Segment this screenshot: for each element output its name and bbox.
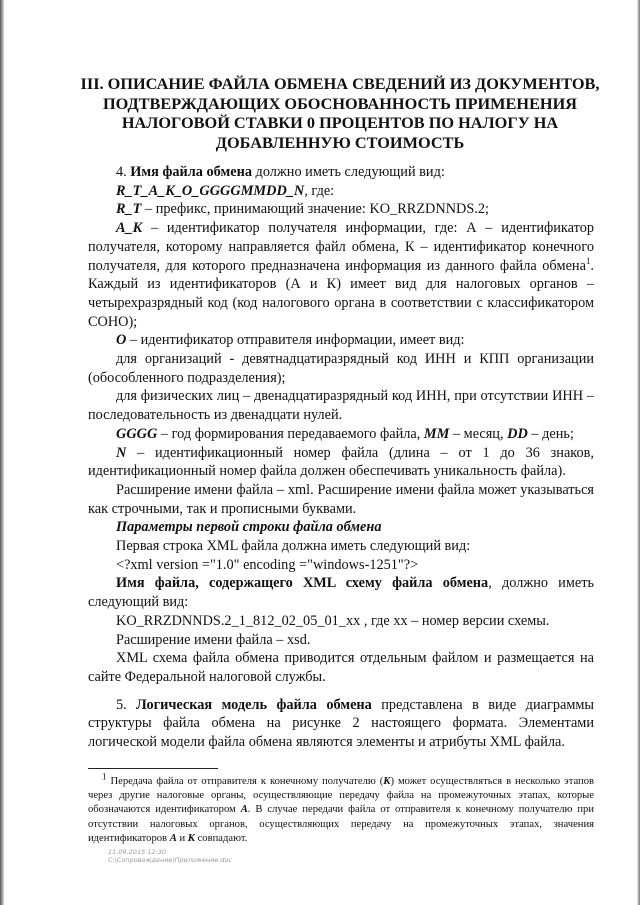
- stamp-path: С:\Сопровождение\Приложение.doc: [108, 856, 233, 864]
- schema-file-name: [88, 574, 594, 611]
- pattern-code: R_T_A_K_O_GGGGMMDD_N: [116, 182, 305, 199]
- footnote-part: и: [176, 832, 188, 844]
- rt-text: – префикс, принимающий значение: KO_RRZDNNDS.2;: [141, 201, 490, 218]
- document-body: [88, 163, 594, 752]
- print-stamp: [108, 848, 308, 864]
- term-file-name: Имя файла обмена: [130, 164, 252, 180]
- section-title: III. ОПИСАНИЕ ФАЙЛА ОБМЕНА СВЕДЕНИЙ ИЗ ДОКУМЕНТОВ, ПОДТВЕРЖДАЮЩИХ ОБОСНОВАННОСТЬ ПРИМЕНЕНИЯ НАЛОГОВОЙ СТАВКИ 0 ПРОЦЕНТОВ ПО НАЛОГУ НА ДОБАВЛЕННУЮ СТОИМОСТЬ: [80, 74, 600, 152]
- schema-text: , должно иметь следующий вид:: [88, 575, 594, 611]
- schema-name-value: KO_RRZDNNDS.2_1_812_02_05_01_xx , где хх – номер версии схемы.: [116, 612, 550, 629]
- paragraph-4-intro: [88, 163, 594, 182]
- o-definition: [88, 331, 594, 350]
- paragraph-number: 5.: [116, 696, 137, 713]
- schema-extension: Расширение имени файла – xsd.: [116, 631, 311, 648]
- xml-declaration: <?xml version ="1.0" encoding ="windows-1251"?>: [116, 556, 419, 573]
- mm-text: – месяц,: [449, 425, 508, 442]
- n-definition: [88, 444, 594, 481]
- term-rt: R_T: [116, 201, 142, 218]
- term-o: O: [116, 332, 127, 349]
- footnote-text: [88, 771, 594, 846]
- pattern-tail: , где:: [304, 182, 335, 199]
- footnote-reference[interactable]: 1: [585, 255, 591, 266]
- gggg-text: – год формирования передаваемого файла,: [157, 425, 424, 442]
- paragraph-5-text: представлена в виде диаграммы структуры файла обмена на рисунке 2 настоящего формата. Элементами логической модели файла обмена являются элементы и атрибуты XML файла.: [88, 696, 595, 751]
- schema-site: XML схема файла обмена приводится отдельным файлом и размещается на сайте Федеральной налоговой службы.: [88, 650, 594, 685]
- term-dd: DD: [507, 425, 528, 442]
- ak-text-continued: . Каждый из идентификаторов (А и К) имеет вид для налоговых органов – четырехразрядный код (код налогового органа в соответствии с классификатором СОНО);: [88, 257, 594, 330]
- first-line-text: Первая строка XML файла должна иметь следующий вид:: [116, 538, 471, 555]
- term-mm: MM: [423, 425, 450, 442]
- o-text: – идентификатор отправителя информации, имеет вид:: [126, 332, 465, 349]
- footnote: [88, 771, 594, 846]
- extension-rule: Расширение имени файла – xml. Расширение имени файла может указываться как строчными, так и прописными буквами.: [88, 481, 594, 517]
- paragraph-5: [88, 696, 594, 752]
- rt-definition: [88, 200, 594, 219]
- footnote-mark: 1: [102, 771, 107, 782]
- ak-definition: [88, 219, 594, 331]
- file-name-pattern: [88, 182, 594, 201]
- footnote-part: совпадают.: [194, 832, 248, 844]
- footnote-part: ) может осуществляться в несколько этапов через другие налоговые органы, осуществляющие передачу файла на промежуточных этапах, которые обозначаются идентификатором: [88, 776, 594, 816]
- footnote-a: А: [240, 804, 248, 816]
- dd-text: – день;: [527, 425, 574, 442]
- organization-code: для организаций - девятнадцатиразрядный код ИНН и КПП организации (обособленного подразделения);: [88, 351, 594, 386]
- footnote-part: Передача файла от отправителя к конечному получателю (: [106, 776, 384, 787]
- n-text: – идентификационный номер файла (длина – от 1 до 36 знаков, идентификационный номер файла должен обеспечивать уникальность файла).: [88, 444, 594, 480]
- footnote-k: К: [383, 776, 391, 787]
- footnote-separator: [88, 768, 218, 769]
- term-gggg: GGGG: [116, 425, 158, 442]
- footnote-a: А: [169, 832, 177, 844]
- term-schema: Имя файла, содержащего XML схему файла обмена: [116, 575, 489, 592]
- term-n: N: [116, 444, 127, 461]
- paragraph-text: должно иметь следующий вид:: [251, 164, 445, 180]
- stamp-date: 11.09.2015 12:30: [108, 848, 167, 856]
- term-logical-model: Логическая модель файла обмена: [136, 696, 372, 713]
- individual-code: для физических лиц – двенадцатиразрядный код ИНН, при отсутствии ИНН – последовательность из двенадцати нулей.: [88, 388, 594, 424]
- first-line-heading: Параметры первой строки файла обмена: [116, 519, 382, 536]
- footnote-part: . В случае передачи файла от отправителя к конечному получателю при отсутствии налоговых органов, осуществляющих передачу на промежуточных этапах, значения идентификаторов: [88, 804, 594, 844]
- term-ak: A_K: [116, 220, 143, 237]
- paragraph-number: 4.: [116, 164, 131, 180]
- date-definition: [88, 425, 594, 444]
- scan-edge-left: [0, 0, 4, 905]
- ak-text: – идентификатор получателя информации, где: А – идентификатор получателя, которому направляется файл обмена, К – идентификатор конечного получателя, для которого предназначена информация из данного файла обмена: [88, 220, 594, 274]
- footnote-k: К: [187, 832, 195, 844]
